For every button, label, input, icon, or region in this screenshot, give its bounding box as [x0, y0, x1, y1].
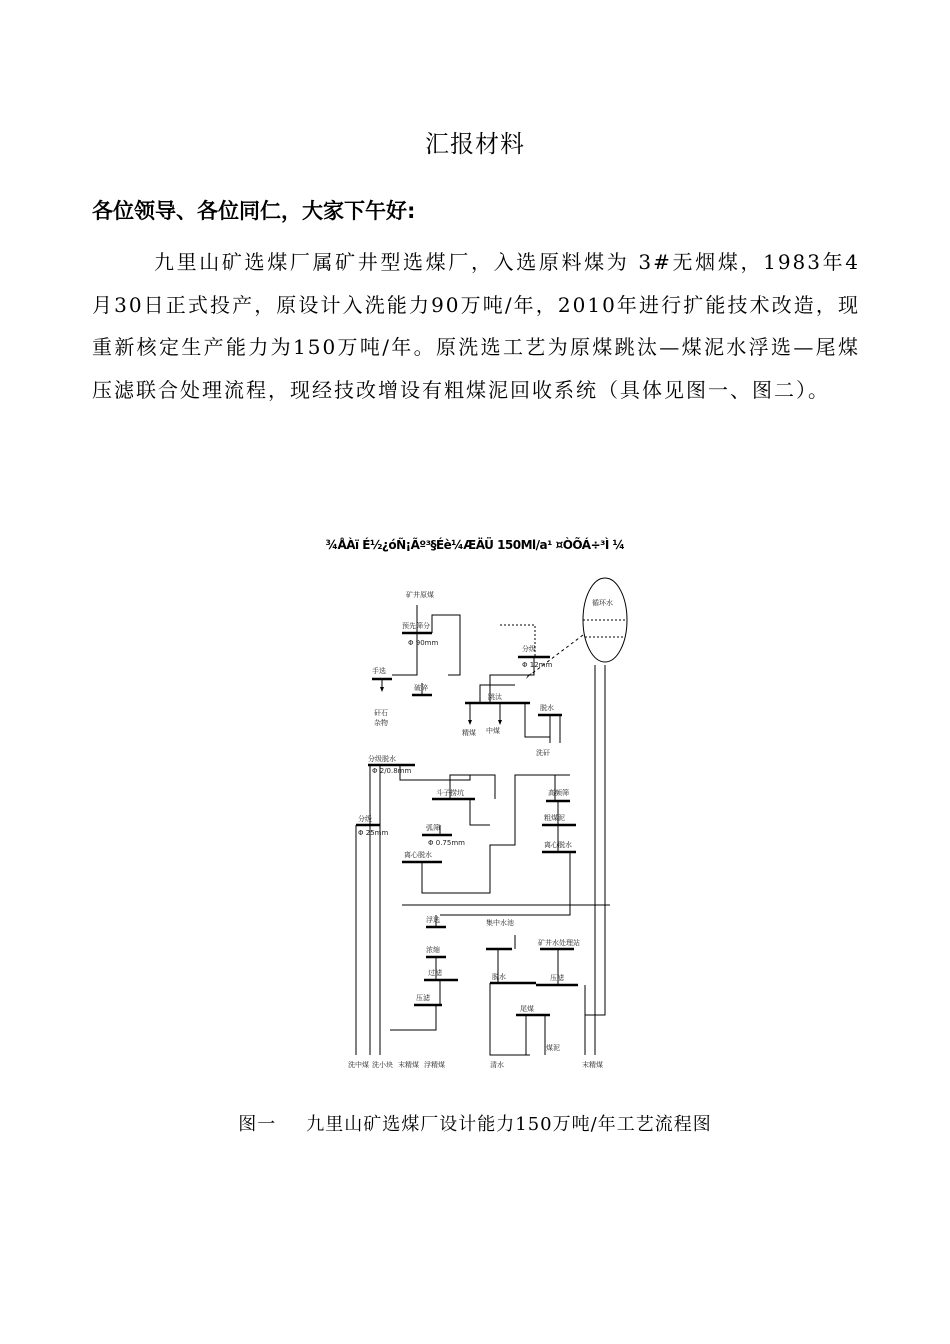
label-out6: 末精煤: [582, 1061, 603, 1069]
label-press: 压滤: [416, 994, 430, 1002]
label-classify: 分级: [522, 645, 536, 653]
page-title: 汇报材料: [425, 130, 525, 158]
label-high-freq: 高频筛: [548, 789, 569, 797]
label-gangue: 矸石: [374, 709, 388, 717]
label-thickener: 浓缩: [426, 946, 440, 954]
label-size5: Φ 25mm: [358, 829, 389, 837]
label-slime: 煤泥: [546, 1044, 560, 1052]
caption-text: 九里山矿选煤厂设计能力150万吨/年工艺流程图: [306, 1114, 712, 1135]
label-out2: 洗小块: [372, 1061, 393, 1069]
label-size1: Φ 90mm: [408, 639, 439, 647]
label-dewater-screen: 分级脱水: [368, 755, 396, 763]
label-crusher: 破碎: [414, 684, 428, 692]
label-collect-tank: 集中水池: [486, 919, 514, 927]
label-washed-gangue: 洗矸: [536, 749, 550, 757]
label-circ-water: 循环水: [592, 599, 613, 607]
label-out4: 浮精煤: [424, 1061, 445, 1069]
label-size3: Φ 2/0.8mm: [372, 767, 412, 775]
label-raw-coal: 矿井原煤: [406, 591, 434, 599]
label-coarse-slime: 粗煤泥: [544, 814, 565, 822]
label-flotation-tank: 浮选: [426, 916, 440, 924]
caption-label: 图一: [238, 1114, 277, 1135]
label-sieve-bend: 弧筛: [426, 824, 440, 832]
label-classify2: 分级: [358, 815, 372, 823]
label-middling: 中煤: [486, 727, 500, 735]
label-pure-water: 清水: [490, 1061, 504, 1069]
label-out3: 末精煤: [398, 1061, 419, 1069]
label-spiral: 斗子捞坑: [436, 789, 464, 797]
label-out1: 洗中煤: [348, 1061, 369, 1069]
label-filter2: 压滤: [550, 974, 564, 982]
label-centrifuge: 离心脱水: [404, 851, 432, 859]
diagram-garbled-title: ¾ÅÀï É½¿óÑ¡Ãº³§Éè¼ÆÄÜ 150Ml/a¹ ¤ÒÕÁ÷³Ì ¼: [325, 538, 625, 552]
label-clean-coal: 精煤: [462, 729, 476, 737]
label-dry: 脱水: [492, 973, 506, 981]
label-mine-water: 矿井水处理站: [538, 939, 580, 947]
label-size4: Φ 0.75mm: [428, 839, 465, 847]
greeting: 各位领导、各位同仁，大家下午好:: [92, 199, 416, 223]
body-paragraph: 九里山矿选煤厂属矿井型选煤厂，入选原料煤为 3#无烟煤，1983年4月30日正式投产，原设计入洗能力90万吨/年，2010年进行扩能技术改造，现重新核定生产能力为150万吨/年。原洗选工艺为原煤跳汰—煤泥水浮选—尾煤压滤联合处理流程，现经技改增设有粗煤泥回收系统（具体见图一、图二）。: [92, 250, 860, 402]
label-size2: Φ 12mm: [522, 661, 553, 669]
label-hand-pick: 手选: [372, 667, 386, 675]
label-dewater1: 脱水: [540, 704, 554, 712]
label-filter: 过滤: [428, 969, 442, 977]
label-centrifuge2: 离心脱水: [544, 841, 572, 849]
figure-caption: [0, 1110, 950, 1136]
process-flow-diagram: [340, 575, 640, 1075]
label-debris: 杂物: [374, 719, 388, 727]
label-screening: 预先筛分: [402, 622, 430, 630]
label-jig: 跳汰: [488, 693, 502, 701]
label-tail: 尾煤: [520, 1005, 534, 1013]
